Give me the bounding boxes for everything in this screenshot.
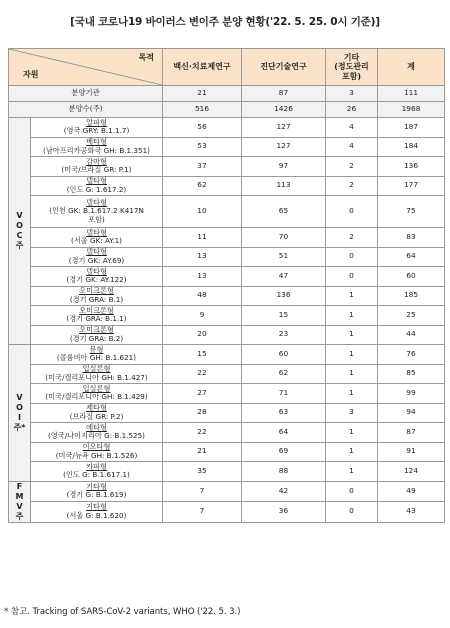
- variant-name: 기타형: [86, 481, 107, 491]
- variant-name: 델타형: [86, 247, 107, 257]
- variant-origin: (경기 GRA: B.2): [69, 333, 124, 343]
- variant-distribution-table: [8, 48, 445, 523]
- value-cell: 15: [242, 306, 326, 326]
- variant-name: 이오타형: [82, 442, 111, 452]
- group-label-voi: V O I 주*: [9, 345, 31, 482]
- value-cell: 127: [242, 137, 326, 157]
- value-cell: 47: [242, 267, 326, 287]
- variant-origin: (미국/캘리포니아 GH: B.1.429): [45, 392, 148, 402]
- header-vaccine: 백신·치료제연구: [163, 49, 242, 86]
- variant-name-cell: [31, 442, 163, 462]
- value-cell: 75: [378, 196, 445, 228]
- variant-name-cell: [31, 364, 163, 384]
- table-row: [9, 196, 445, 228]
- value-cell: 9: [163, 306, 242, 326]
- value-cell: 13: [163, 247, 242, 267]
- value-cell: 0: [326, 267, 378, 287]
- value-cell: 51: [242, 247, 326, 267]
- value-cell: 1: [326, 423, 378, 443]
- variant-name: 기타형: [86, 502, 107, 512]
- value-cell: 70: [242, 228, 326, 248]
- value-cell: 22: [163, 364, 242, 384]
- summary-cell: 516: [163, 102, 242, 118]
- variant-origin: (서울 GK: AY.1): [71, 236, 122, 246]
- value-cell: 0: [326, 196, 378, 228]
- value-cell: 83: [378, 228, 445, 248]
- value-cell: 60: [242, 345, 326, 365]
- value-cell: 4: [326, 137, 378, 157]
- value-cell: 136: [378, 157, 445, 177]
- variant-name: 뮤형: [89, 344, 104, 354]
- value-cell: 0: [326, 481, 378, 502]
- value-cell: 35: [163, 462, 242, 482]
- variant-origin: (남아프리카공화국 GH: B.1.351): [43, 145, 150, 155]
- header-diagonal-cell: [9, 49, 163, 86]
- variant-name-cell: [31, 306, 163, 326]
- value-cell: 0: [326, 502, 378, 523]
- value-cell: 28: [163, 403, 242, 423]
- variant-origin: (콜롬비아 GH: B.1.621): [56, 353, 137, 363]
- value-cell: 185: [378, 286, 445, 306]
- value-cell: 2: [326, 176, 378, 196]
- variant-name: 베타형: [86, 137, 107, 147]
- summary-label: 분양기관: [9, 86, 163, 102]
- variant-name: 델타형: [86, 227, 107, 237]
- value-cell: 10: [163, 196, 242, 228]
- variant-name: 오미크론형: [79, 325, 114, 335]
- group-label-fmv: F M V 주: [9, 481, 31, 522]
- summary-row-count: [9, 102, 445, 118]
- variant-name-cell: [31, 137, 163, 157]
- variant-name-cell: [31, 157, 163, 177]
- table-row: [9, 267, 445, 287]
- table-row: [9, 176, 445, 196]
- variant-origin: (서울 G: B.1.620): [66, 510, 127, 520]
- value-cell: 1: [326, 462, 378, 482]
- variant-origin: (경기 GK: AY.122): [66, 275, 127, 285]
- value-cell: 20: [163, 325, 242, 345]
- value-cell: 1: [326, 286, 378, 306]
- value-cell: 62: [242, 364, 326, 384]
- variant-origin: (미국/캘리포니아 GH: B.1.427): [45, 372, 148, 382]
- table-row: [9, 228, 445, 248]
- footnote: * 참고. Tracking of SARS-CoV-2 variants, WHO ('22. 5. 3.): [4, 607, 241, 617]
- value-cell: 25: [378, 306, 445, 326]
- value-cell: 49: [378, 481, 445, 502]
- header-total: 계: [378, 49, 445, 86]
- value-cell: 97: [242, 157, 326, 177]
- variant-name-cell: [31, 481, 163, 502]
- table-row: [9, 325, 445, 345]
- group-label-voc: V O C 주: [9, 118, 31, 345]
- variant-name: 카파형: [86, 461, 107, 471]
- value-cell: 3: [326, 403, 378, 423]
- table-row: [9, 247, 445, 267]
- value-cell: 69: [242, 442, 326, 462]
- value-cell: 87: [378, 423, 445, 443]
- variant-origin: (인도 G: B.1.617.1): [63, 470, 130, 480]
- value-cell: 71: [242, 384, 326, 404]
- value-cell: 15: [163, 345, 242, 365]
- variant-name-cell: [31, 176, 163, 196]
- variant-name: 오미크론형: [79, 286, 114, 296]
- value-cell: 36: [242, 502, 326, 523]
- summary-cell: 1968: [378, 102, 445, 118]
- value-cell: 0: [326, 247, 378, 267]
- value-cell: 65: [242, 196, 326, 228]
- variant-origin: (미국/브라질 GR: P.1): [61, 165, 132, 175]
- variant-name-cell: [31, 345, 163, 365]
- variant-name-cell: [31, 228, 163, 248]
- value-cell: 2: [326, 228, 378, 248]
- value-cell: 1: [326, 345, 378, 365]
- variant-name: 감마형: [86, 156, 107, 166]
- voi-group: [9, 345, 445, 482]
- value-cell: 99: [378, 384, 445, 404]
- variant-origin: (경기 GK: AY.69): [68, 255, 125, 265]
- value-cell: 94: [378, 403, 445, 423]
- variant-name-cell: [31, 462, 163, 482]
- value-cell: 1: [326, 306, 378, 326]
- value-cell: 43: [378, 502, 445, 523]
- variant-name-cell: [31, 403, 163, 423]
- value-cell: 64: [378, 247, 445, 267]
- fmv-group: [9, 481, 445, 522]
- value-cell: 42: [242, 481, 326, 502]
- header-other: 기타 (정도관리 포함): [326, 49, 378, 86]
- value-cell: 44: [378, 325, 445, 345]
- value-cell: 7: [163, 481, 242, 502]
- value-cell: 22: [163, 423, 242, 443]
- table-row: [9, 286, 445, 306]
- summary-cell: 21: [163, 86, 242, 102]
- variant-origin: (미국/뉴욕 GH: B.1.526): [55, 450, 138, 460]
- variant-name: 델타형: [86, 266, 107, 276]
- summary-cell: 26: [326, 102, 378, 118]
- value-cell: 113: [242, 176, 326, 196]
- page-title: [국내 코로나19 바이러스 변이주 분양 현황('22. 5. 25. 0시 기준)]: [70, 16, 380, 28]
- value-cell: 1: [326, 384, 378, 404]
- variant-name-cell: [31, 267, 163, 287]
- value-cell: 177: [378, 176, 445, 196]
- value-cell: 64: [242, 423, 326, 443]
- variant-origin: (경기 G: B.1.619): [66, 490, 127, 500]
- voc-group: [9, 118, 445, 345]
- value-cell: 21: [163, 442, 242, 462]
- variant-origin: (경기 GRA: B.1.1): [66, 314, 127, 324]
- value-cell: 4: [326, 118, 378, 138]
- variant-origin: (경기 GRA: B.1): [69, 294, 124, 304]
- variant-origin: (인천 GK: B.1.617.2 K417N 포함): [49, 206, 144, 224]
- variant-origin: (영국 GRY: B.1.1.7): [63, 126, 130, 136]
- value-cell: 13: [163, 267, 242, 287]
- value-cell: 85: [378, 364, 445, 384]
- table-row: [9, 306, 445, 326]
- table-row: [9, 384, 445, 404]
- value-cell: 2: [326, 157, 378, 177]
- value-cell: 1: [326, 364, 378, 384]
- value-cell: 7: [163, 502, 242, 523]
- value-cell: 1: [326, 325, 378, 345]
- value-cell: 187: [378, 118, 445, 138]
- value-cell: 37: [163, 157, 242, 177]
- variant-name-cell: [31, 196, 163, 228]
- variant-name: 델타형: [86, 197, 107, 207]
- variant-name-cell: [31, 118, 163, 138]
- variant-name-cell: [31, 286, 163, 306]
- value-cell: 27: [163, 384, 242, 404]
- value-cell: 63: [242, 403, 326, 423]
- table-row: [9, 481, 445, 502]
- value-cell: 53: [163, 137, 242, 157]
- value-cell: 1: [326, 442, 378, 462]
- value-cell: 76: [378, 345, 445, 365]
- summary-row-institutions: [9, 86, 445, 102]
- summary-cell: 3: [326, 86, 378, 102]
- variant-name-cell: [31, 423, 163, 443]
- value-cell: 60: [378, 267, 445, 287]
- value-cell: 11: [163, 228, 242, 248]
- table-row: [9, 157, 445, 177]
- table-row: [9, 345, 445, 365]
- summary-label: 분양수(주): [9, 102, 163, 118]
- value-cell: 88: [242, 462, 326, 482]
- variant-origin: (영국/나이지리아 G: B.1.525): [48, 431, 145, 441]
- value-cell: 127: [242, 118, 326, 138]
- table-row: [9, 364, 445, 384]
- value-cell: 48: [163, 286, 242, 306]
- value-cell: 124: [378, 462, 445, 482]
- header-diagnostic: 진단기술연구: [242, 49, 326, 86]
- variant-name: 제타형: [86, 403, 107, 413]
- variant-name: 알파형: [86, 117, 107, 127]
- variant-name-cell: [31, 325, 163, 345]
- table-row: [9, 118, 445, 138]
- variant-name: 입실론형: [82, 364, 111, 374]
- variant-name: 입실론형: [82, 383, 111, 393]
- value-cell: 62: [163, 176, 242, 196]
- variant-origin: (인도 G: 1.617.2): [66, 184, 127, 194]
- variant-name-cell: [31, 502, 163, 523]
- variant-name: 오미크론형: [79, 305, 114, 315]
- value-cell: 184: [378, 137, 445, 157]
- header-purpose: 목적: [138, 53, 154, 62]
- variant-name-cell: [31, 384, 163, 404]
- variant-name: 에타형: [86, 422, 107, 432]
- header-applicant: 자원: [23, 70, 39, 80]
- variant-origin: (브라질 GR: P.2): [69, 411, 124, 421]
- value-cell: 23: [242, 325, 326, 345]
- table-row: [9, 423, 445, 443]
- summary-cell: 111: [378, 86, 445, 102]
- variant-name-cell: [31, 247, 163, 267]
- summary-cell: 87: [242, 86, 326, 102]
- table-row: [9, 502, 445, 523]
- table-row: [9, 137, 445, 157]
- value-cell: 136: [242, 286, 326, 306]
- table-row: [9, 442, 445, 462]
- table-row: [9, 403, 445, 423]
- table-row: [9, 462, 445, 482]
- value-cell: 56: [163, 118, 242, 138]
- variant-name: 델타형: [86, 176, 107, 186]
- summary-cell: 1426: [242, 102, 326, 118]
- value-cell: 91: [378, 442, 445, 462]
